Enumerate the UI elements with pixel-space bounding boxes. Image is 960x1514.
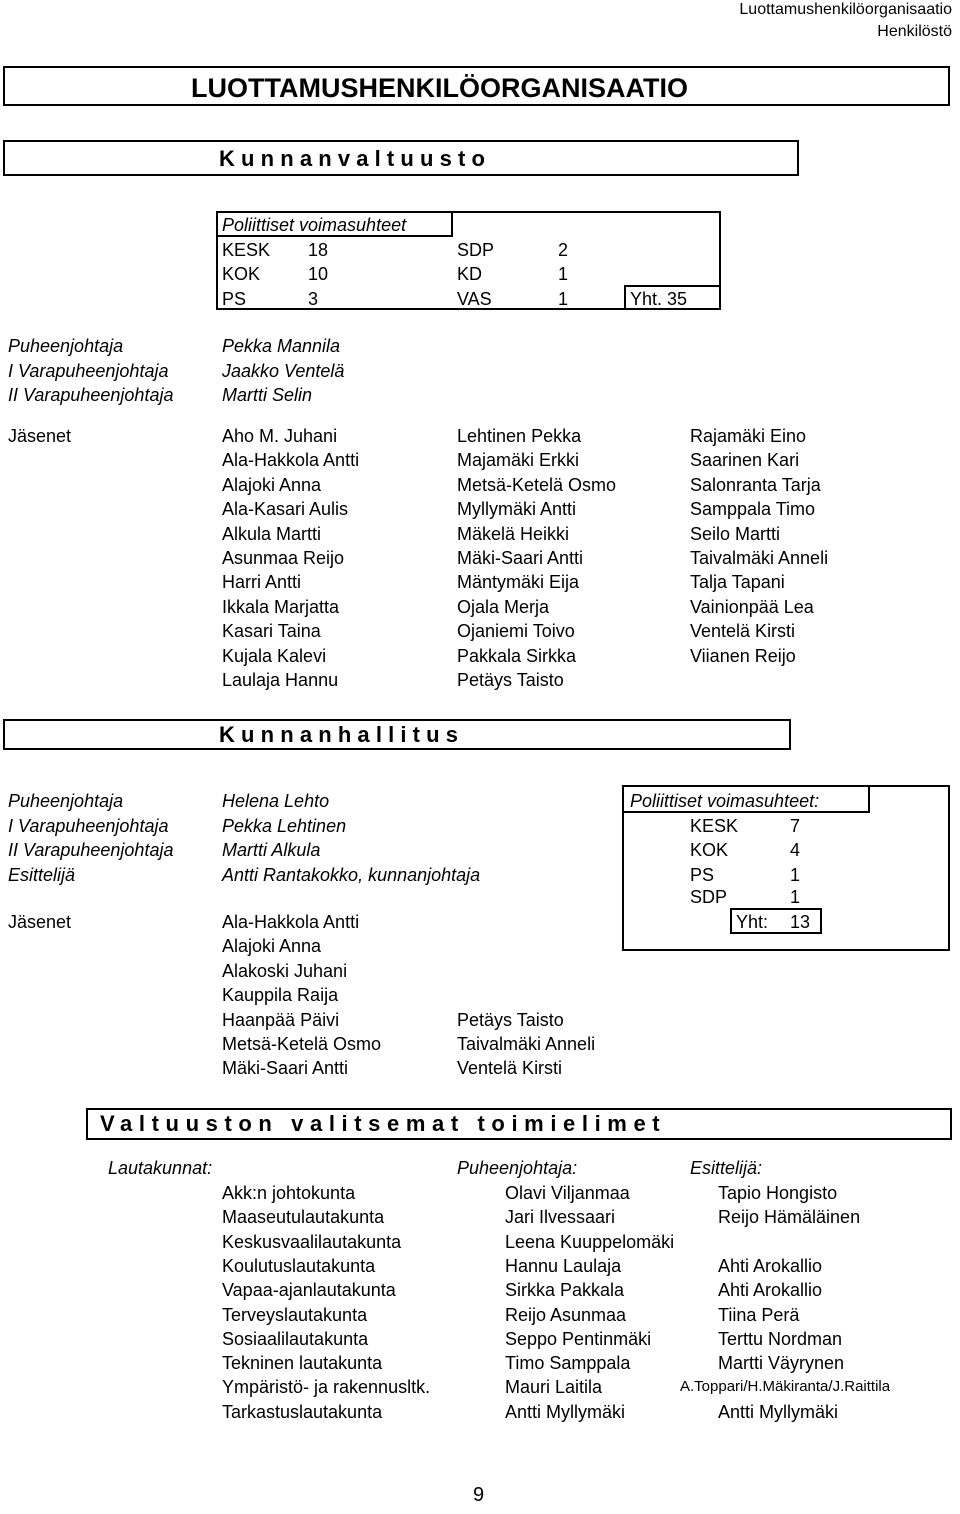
valtuusto-heading: Kunnanvaltuusto	[219, 146, 492, 171]
divider	[868, 785, 870, 813]
member-name: Laulaja Hannu	[222, 670, 339, 690]
board-presenter: Terttu Nordman	[718, 1328, 843, 1349]
member-name: Ikkala Marjatta	[222, 596, 340, 617]
member-name: Taivalmäki Anneli	[457, 1034, 596, 1054]
board-name: Keskusvaalilautakunta	[222, 1231, 402, 1252]
member-name: Ojala Merja	[457, 596, 550, 617]
role-name: Jaakko Ventelä	[222, 361, 345, 381]
member-name: Metsä-Ketelä Osmo	[457, 474, 617, 495]
member-name: Myllymäki Antti	[457, 499, 577, 520]
valtuusto-total: Yht. 35	[630, 289, 688, 309]
member-name: Rajamäki Eino	[690, 426, 807, 446]
party-count: 1	[558, 289, 569, 309]
party-name: PS	[690, 865, 715, 885]
column-header: Esittelijä:	[690, 1158, 763, 1178]
role-name: Helena Lehto	[222, 791, 330, 811]
member-name: Ala-Kasari Aulis	[222, 499, 349, 520]
party-count: 1	[558, 264, 569, 284]
party-count: 18	[308, 240, 329, 260]
role-label: Esittelijä	[8, 865, 76, 885]
hallitus-heading: Kunnanhallitus	[219, 722, 465, 747]
member-name: Samppala Timo	[690, 499, 816, 520]
member-name: Pakkala Sirkka	[457, 645, 577, 666]
page-title: LUOTTAMUSHENKILÖORGANISAATIO	[191, 73, 688, 103]
role-label: II Varapuheenjohtaja	[8, 840, 174, 860]
member-name: Alakoski Juhani	[222, 960, 348, 981]
hallitus-voimasuhteet-title: Poliittiset voimasuhteet:	[630, 791, 820, 811]
role-label: I Varapuheenjohtaja	[8, 361, 169, 381]
role-label: II Varapuheenjohtaja	[8, 385, 174, 405]
board-chair: Olavi Viljanmaa	[505, 1183, 630, 1203]
board-name: Vapaa-ajanlautakunta	[222, 1280, 396, 1301]
board-chair: Sirkka Pakkala	[505, 1280, 625, 1301]
column-header: Puheenjohtaja:	[457, 1158, 578, 1178]
board-name: Tekninen lautakunta	[222, 1353, 383, 1374]
divider	[622, 811, 870, 813]
member-name: Salonranta Tarja	[690, 474, 821, 495]
role-name: Martti Alkula	[222, 840, 321, 860]
board-chair: Mauri Laitila	[505, 1377, 603, 1398]
member-name: Talja Tapani	[690, 572, 785, 593]
divider	[216, 235, 453, 237]
member-name: Kasari Taina	[222, 621, 321, 642]
member-name: Kauppila Raija	[222, 985, 339, 1006]
party-name: SDP	[457, 240, 495, 260]
board-presenter: A.Toppari/H.Mäkiranta/J.Raittila	[680, 1378, 891, 1396]
party-count: 2	[558, 240, 569, 260]
member-name: Petäys Taisto	[457, 1009, 564, 1030]
party-name: SDP	[690, 887, 728, 907]
member-name: Petäys Taisto	[457, 670, 564, 690]
page-number: 9	[473, 1484, 485, 1506]
role-name: Martti Selin	[222, 385, 313, 405]
member-name: Mäki-Saari Antti	[222, 1058, 349, 1079]
member-name: Asunmaa Reijo	[222, 548, 345, 568]
board-chair: Hannu Laulaja	[505, 1255, 622, 1276]
valtuusto-members-label: Jäsenet	[8, 426, 72, 446]
hallitus-total-value: 13	[790, 912, 811, 932]
member-name: Alajoki Anna	[222, 936, 322, 957]
divider	[451, 211, 453, 237]
board-name: Maaseutulautakunta	[222, 1207, 385, 1228]
party-name: KESK	[222, 240, 271, 260]
party-name: KD	[457, 264, 483, 284]
board-name: Akk:n johtokunta	[222, 1183, 356, 1203]
running-header-line2: Henkilöstö	[877, 23, 952, 40]
role-name: Antti Rantakokko, kunnanjohtaja	[222, 865, 481, 885]
board-name: Tarkastuslautakunta	[222, 1401, 383, 1422]
board-name: Koulutuslautakunta	[222, 1255, 376, 1276]
member-name: Ojaniemi Toivo	[457, 621, 575, 642]
party-name: PS	[222, 289, 247, 309]
board-presenter: Martti Väyrynen	[718, 1353, 845, 1374]
member-name: Mäkelä Heikki	[457, 523, 570, 544]
party-count: 1	[790, 887, 801, 907]
valtuusto-heading-box	[3, 140, 799, 176]
member-name: Alkula Martti	[222, 523, 322, 544]
member-name: Ala-Hakkola Antti	[222, 450, 360, 471]
party-name: VAS	[457, 289, 492, 309]
role-label: Puheenjohtaja	[8, 336, 124, 356]
board-presenter: Reijo Hämäläinen	[718, 1207, 861, 1228]
role-name: Pekka Mannila	[222, 336, 341, 356]
member-name: Mäntymäki Eija	[457, 572, 580, 593]
member-name: Aho M. Juhani	[222, 426, 338, 446]
board-name: Ympäristö- ja rakennusltk.	[222, 1377, 431, 1398]
hallitus-heading-box	[3, 719, 791, 750]
member-name: Seilo Martti	[690, 523, 781, 544]
party-name: KESK	[690, 816, 739, 836]
running-header-line1: Luottamushenkilöorganisaatio	[739, 1, 952, 18]
member-name: Alajoki Anna	[222, 474, 322, 495]
board-chair: Timo Samppala	[505, 1353, 631, 1374]
party-count: 7	[790, 816, 801, 836]
member-name: Saarinen Kari	[690, 450, 800, 471]
member-name: Taivalmäki Anneli	[690, 548, 829, 568]
toimielimet-heading-box	[86, 1108, 952, 1140]
board-presenter: Ahti Arokallio	[718, 1280, 823, 1301]
board-chair: Antti Myllymäki	[505, 1401, 626, 1422]
role-label: Puheenjohtaja	[8, 791, 124, 811]
board-name: Sosiaalilautakunta	[222, 1328, 369, 1349]
role-label: I Varapuheenjohtaja	[8, 816, 169, 836]
member-name: Harri Antti	[222, 572, 302, 593]
member-name: Majamäki Erkki	[457, 450, 580, 471]
toimielimet-heading: Valtuuston valitsemat toimielimet	[100, 1111, 667, 1136]
hallitus-members-label: Jäsenet	[8, 912, 72, 932]
member-name: Kujala Kalevi	[222, 645, 327, 666]
member-name: Lehtinen Pekka	[457, 426, 582, 446]
member-name: Ventelä Kirsti	[690, 621, 796, 642]
member-name: Haanpää Päivi	[222, 1009, 340, 1030]
party-count: 3	[308, 289, 319, 309]
member-name: Vainionpää Lea	[690, 596, 814, 617]
board-name: Terveyslautakunta	[222, 1304, 368, 1325]
board-presenter: Tiina Perä	[718, 1304, 800, 1325]
valtuusto-voimasuhteet-title: Poliittiset voimasuhteet	[222, 215, 407, 235]
party-name: KOK	[690, 840, 729, 860]
member-name: Metsä-Ketelä Osmo	[222, 1034, 382, 1054]
member-name: Ala-Hakkola Antti	[222, 912, 360, 932]
hallitus-total-label: Yht:	[736, 912, 769, 932]
board-presenter: Tapio Hongisto	[718, 1183, 838, 1203]
board-presenter: Ahti Arokallio	[718, 1255, 823, 1276]
column-header: Lautakunnat:	[108, 1158, 213, 1178]
party-count: 4	[790, 840, 801, 860]
board-chair: Leena Kuuppelomäki	[505, 1231, 675, 1252]
member-name: Ventelä Kirsti	[457, 1058, 563, 1079]
role-name: Pekka Lehtinen	[222, 816, 347, 836]
member-name: Mäki-Saari Antti	[457, 548, 584, 568]
board-chair: Seppo Pentinmäki	[505, 1328, 652, 1349]
party-name: KOK	[222, 264, 261, 284]
member-name: Viianen Reijo	[690, 645, 796, 666]
board-chair: Jari Ilvessaari	[505, 1207, 616, 1228]
board-chair: Reijo Asunmaa	[505, 1304, 627, 1325]
party-count: 10	[308, 264, 329, 284]
title-box	[3, 66, 950, 106]
party-count: 1	[790, 865, 801, 885]
board-presenter: Antti Myllymäki	[718, 1401, 839, 1422]
